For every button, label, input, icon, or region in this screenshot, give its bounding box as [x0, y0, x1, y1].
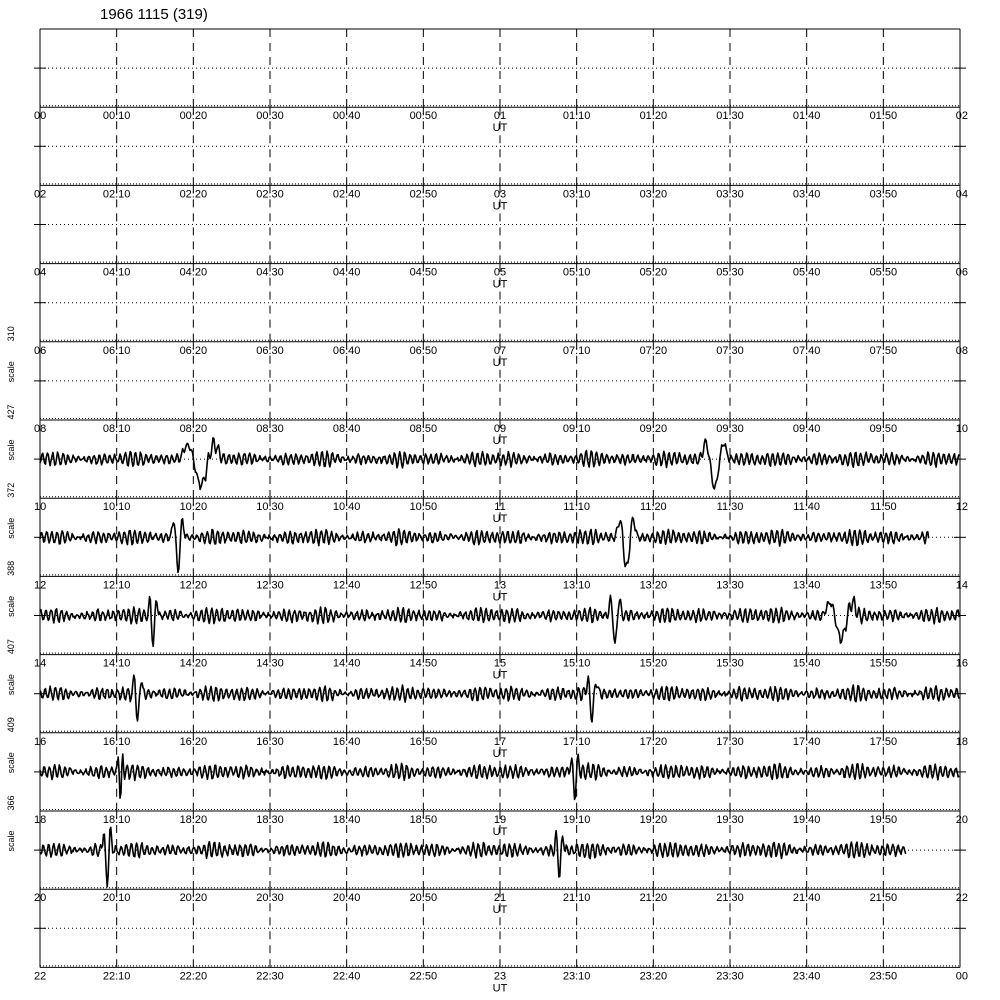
tick-label: 13:30 [716, 579, 744, 592]
tick-label: 09 [493, 423, 507, 435]
scale-label: scale [6, 361, 16, 383]
tick-label: 22:50 [409, 970, 438, 983]
tick-label: 16 [34, 735, 47, 748]
tick-label: 06:50 [409, 344, 438, 357]
tick-label: 21:40 [792, 892, 821, 905]
tick-label: 07:50 [869, 344, 898, 357]
tick-label: 22:40 [332, 970, 361, 983]
tick-label: 23 [493, 970, 507, 983]
tick-label: 10:20 [179, 501, 208, 514]
tick-label: 22:30 [256, 970, 284, 983]
axis-label-ut: UT [492, 435, 508, 447]
tick-label: 09:20 [639, 423, 668, 435]
scale-value: 310 [6, 326, 16, 342]
axis-label-ut: UT [492, 278, 508, 291]
tick-label: 11:30 [716, 501, 744, 514]
tick-label: 06 [34, 344, 47, 357]
tick-label: 02 [955, 110, 968, 123]
scale-value: 409 [6, 717, 16, 733]
tick-label: 01:10 [562, 110, 591, 123]
scale-label: scale [6, 830, 16, 852]
tick-label: 16:40 [332, 735, 361, 748]
tick-label: 17:20 [639, 735, 668, 748]
tick-label: 00:20 [179, 110, 208, 123]
tick-label: 20:10 [102, 892, 131, 905]
tick-label: 14:10 [102, 657, 131, 670]
tick-label: 08:40 [332, 423, 361, 435]
tick-label: 06 [955, 266, 968, 279]
tick-label: 22:20 [179, 970, 208, 983]
tick-label: 17:50 [869, 735, 898, 748]
tick-label: 10:10 [102, 501, 131, 514]
tick-label: 15:20 [639, 657, 668, 670]
tick-label: 10:40 [332, 501, 361, 514]
tick-label: 06:10 [102, 344, 131, 357]
tick-label: 04:30 [256, 266, 284, 279]
tick-label: 00:50 [409, 110, 438, 123]
tick-label: 23:20 [639, 970, 668, 983]
scale-value: 407 [6, 639, 16, 655]
tick-label: 12 [34, 579, 47, 592]
tick-label: 21:20 [639, 892, 668, 905]
tick-label: 18:30 [256, 814, 284, 826]
scale-value: 388 [6, 560, 16, 576]
tick-label: 09:50 [869, 423, 898, 435]
tick-label: 12:30 [256, 579, 284, 592]
tick-label: 02:30 [256, 188, 284, 201]
axis-label-ut: UT [492, 200, 508, 213]
tick-label: 17:40 [792, 735, 821, 748]
tick-label: 20:20 [179, 892, 208, 905]
tick-label: 03:30 [716, 188, 744, 201]
tick-label: 00:30 [256, 110, 284, 123]
tick-label: 21:30 [716, 892, 744, 905]
scale-label: scale [6, 674, 16, 696]
tick-label: 09:40 [792, 423, 821, 435]
tick-label: 19:50 [869, 814, 898, 826]
tick-label: 15:10 [562, 657, 591, 670]
tick-label: 18:40 [332, 814, 361, 826]
tick-label: 12:50 [409, 579, 438, 592]
tick-label: 03:10 [562, 188, 591, 201]
tick-label: 09:10 [562, 423, 591, 435]
tick-label: 20 [955, 814, 968, 826]
axis-label-ut: UT [492, 669, 508, 682]
tick-label: 11 [494, 501, 506, 514]
tick-label: 17 [493, 735, 507, 748]
tick-label: 14 [955, 579, 968, 592]
tick-label: 05:30 [716, 266, 744, 279]
tick-label: 01 [493, 110, 507, 123]
axis-label-ut: UT [492, 513, 508, 526]
tick-label: 18:50 [409, 814, 438, 826]
scale-value: 427 [6, 404, 16, 420]
tick-label: 15:40 [792, 657, 821, 670]
tick-label: 02:10 [102, 188, 131, 201]
tick-label: 20:30 [256, 892, 284, 905]
tick-label: 16:10 [102, 735, 131, 748]
tick-label: 22 [34, 970, 47, 983]
tick-label: 04:20 [179, 266, 208, 279]
tick-label: 11:20 [639, 501, 667, 514]
tick-label: 18:20 [179, 814, 208, 826]
tick-label: 12 [955, 501, 968, 514]
tick-label: 07:30 [716, 344, 744, 357]
tick-label: 01:50 [869, 110, 898, 123]
scale-label: scale [6, 595, 16, 617]
tick-label: 23:10 [562, 970, 591, 983]
tick-label: 04:10 [102, 266, 131, 279]
tick-label: 00 [34, 110, 47, 123]
tick-label: 09:30 [716, 423, 744, 435]
tick-label: 13:10 [562, 579, 591, 592]
tick-label: 03:20 [639, 188, 668, 201]
tick-label: 20:50 [409, 892, 438, 905]
tick-label: 04:40 [332, 266, 361, 279]
tick-label: 15 [493, 657, 507, 670]
tick-label: 14 [34, 657, 47, 670]
tick-label: 08:30 [256, 423, 284, 435]
tick-label: 15:50 [869, 657, 898, 670]
tick-label: 19 [493, 814, 507, 826]
tick-label: 18 [955, 735, 968, 748]
tick-label: 19:40 [792, 814, 821, 826]
tick-label: 10 [34, 501, 47, 514]
tick-label: 10:50 [409, 501, 438, 514]
tick-label: 07:10 [562, 344, 591, 357]
tick-label: 23:40 [792, 970, 821, 983]
tick-label: 00:40 [332, 110, 361, 123]
tick-label: 11:40 [793, 501, 821, 514]
tick-label: 20 [34, 892, 47, 905]
tick-label: 16:20 [179, 735, 208, 748]
tick-label: 06:40 [332, 344, 361, 357]
tick-label: 01:20 [639, 110, 668, 123]
tick-label: 13:40 [792, 579, 821, 592]
tick-label: 14:50 [409, 657, 438, 670]
tick-label: 08 [955, 344, 968, 357]
tick-label: 02:40 [332, 188, 361, 201]
tick-label: 15:30 [716, 657, 744, 670]
tick-label: 13:50 [869, 579, 898, 592]
axis-label-ut: UT [492, 591, 508, 604]
tick-label: 18:10 [102, 814, 131, 826]
tick-label: 21:10 [562, 892, 591, 905]
tick-label: 19:20 [639, 814, 668, 826]
tick-label: 04 [34, 266, 47, 279]
tick-label: 12:20 [179, 579, 208, 592]
tick-label: 05 [493, 266, 507, 279]
tick-label: 17:10 [562, 735, 591, 748]
tick-label: 23:50 [869, 970, 898, 983]
tick-label: 13:20 [639, 579, 668, 592]
tick-label: 00:10 [102, 110, 131, 123]
tick-label: 11:50 [869, 501, 897, 514]
tick-label: 11:10 [563, 501, 591, 514]
tick-label: 10:30 [256, 501, 284, 514]
axis-label-ut: UT [492, 356, 508, 369]
tick-label: 16:30 [256, 735, 284, 748]
tick-label: 02:20 [179, 188, 208, 201]
tick-label: 19:10 [562, 814, 591, 826]
tick-label: 03:50 [869, 188, 898, 201]
axis-label-ut: UT [492, 747, 508, 760]
tick-label: 06:30 [256, 344, 284, 357]
tick-label: 08:10 [102, 423, 131, 435]
tick-label: 08:20 [179, 423, 208, 435]
tick-label: 00 [955, 970, 968, 983]
tick-label: 07 [493, 344, 507, 357]
tick-label: 12:10 [102, 579, 131, 592]
tick-label: 21 [493, 892, 507, 905]
tick-label: 05:10 [562, 266, 591, 279]
tick-label: 08 [34, 423, 47, 435]
scale-label: scale [6, 752, 16, 774]
tick-label: 14:30 [256, 657, 284, 670]
scale-value: 366 [6, 795, 16, 811]
tick-label: 16:50 [409, 735, 438, 748]
chart-title: 1966 1115 (319) [100, 6, 208, 23]
tick-label: 14:40 [332, 657, 361, 670]
tick-label: 18 [34, 814, 47, 826]
tick-label: 22:10 [102, 970, 131, 983]
axis-label-ut: UT [492, 904, 508, 917]
tick-label: 16 [955, 657, 968, 670]
tick-label: 03:40 [792, 188, 821, 201]
tick-label: 20:40 [332, 892, 361, 905]
tick-label: 14:20 [179, 657, 208, 670]
data-trace [40, 827, 906, 886]
tick-label: 17:30 [716, 735, 744, 748]
tick-label: 19:30 [716, 814, 744, 826]
tick-label: 08:50 [409, 423, 438, 435]
tick-label: 13 [493, 579, 507, 592]
tick-label: 04:50 [409, 266, 438, 279]
tick-label: 10 [955, 423, 968, 435]
tick-label: 21:50 [869, 892, 898, 905]
tick-label: 23:30 [716, 970, 744, 983]
data-trace [40, 517, 929, 572]
axis-label-ut: UT [492, 826, 508, 838]
tick-label: 02:50 [409, 188, 438, 201]
tick-label: 01:30 [716, 110, 744, 123]
scale-label: scale [6, 517, 16, 539]
tick-label: 12:40 [332, 579, 361, 592]
tick-label: 02 [34, 188, 47, 201]
tick-label: 01:40 [792, 110, 821, 123]
tick-label: 06:20 [179, 344, 208, 357]
tick-label: 05:20 [639, 266, 668, 279]
tick-label: 07:40 [792, 344, 821, 357]
scale-label: scale [6, 439, 16, 461]
scale-value: 372 [6, 482, 16, 498]
tick-label: 03 [493, 188, 507, 201]
tick-label: 05:50 [869, 266, 898, 279]
tick-label: 04 [955, 188, 968, 201]
axis-label-ut: UT [492, 982, 508, 995]
tick-label: 05:40 [792, 266, 821, 279]
axis-label-ut: UT [492, 122, 508, 135]
tick-label: 22 [955, 892, 968, 905]
tick-label: 07:20 [639, 344, 668, 357]
